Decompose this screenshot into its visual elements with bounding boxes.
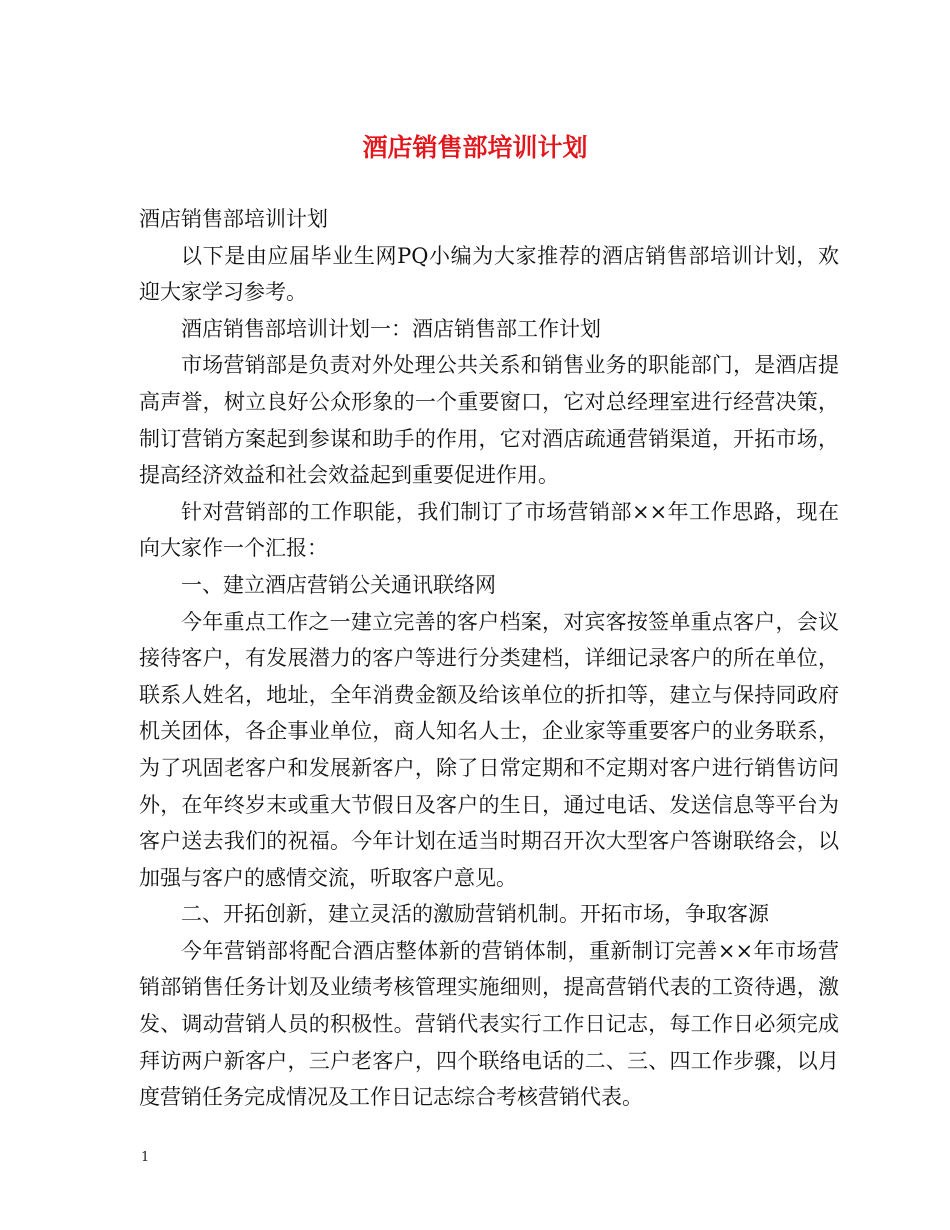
paragraph-customer-files: 今年重点工作之一建立完善的客户档案，对宾客按签单重点客户，会议接待客户，有发展潜力的客户等进行分类建档，详细记录客户的所在单位，联系人姓名，地址，全年消费金额及给该单位的折扣等，建立与保持同政府机关团体，各企事业单位，商人知名人士，企业家等重要客户的业务联系，为了巩固老客户和发展新客户，除了日常定期和不定期对客户进行销售访问外，在年终岁末或重大节假日及客户的生日，通过电话、发送信息等平台为客户送去我们的祝福。今年计划在适当时期召开次大型客户答谢联络会，以加强与客户的感情交流，听取客户意见。 bbox=[139, 609, 839, 890]
section-heading-two: 二、开拓创新，建立灵活的激励营销机制。开拓市场，争取客源 bbox=[181, 902, 769, 927]
paragraph-incentive-mechanism: 今年营销部将配合酒店整体新的营销体制，重新制订完善××年市场营销部销售任务计划及业绩考核管理实施细则，提高营销代表的工资待遇，激发、调动营销人员的积极性。营销代表实行工作日记志，每工作日必须完成拜访两户新客户，三户老客户，四个联络电话的二、三、四工作步骤，以月度营销任务完成情况及工作日记志综合考核营销代表。 bbox=[139, 938, 839, 1110]
paragraph-heading: 酒店销售部培训计划 bbox=[139, 207, 328, 231]
document-title: 酒店销售部培训计划 bbox=[362, 133, 588, 162]
section-heading-one: 一、建立酒店营销公关通讯联络网 bbox=[181, 572, 496, 597]
paragraph-work-thoughts: 针对营销部的工作职能，我们制订了市场营销部××年工作思路，现在向大家作一个汇报： bbox=[139, 499, 839, 561]
page-number: 1 bbox=[141, 1150, 150, 1165]
document-body bbox=[139, 201, 839, 1116]
paragraph-department-role: 市场营销部是负责对外处理公共关系和销售业务的职能部门，是酒店提高声誉，树立良好公众形象的一个重要窗口，它对总经理室进行经营决策，制订营销方案起到参谋和助手的作用，它对酒店疏通营销渠道，开拓市场，提高经济效益和社会效益起到重要促进作用。 bbox=[139, 353, 839, 488]
paragraph-intro: 以下是由应届毕业生网PQ小编为大家推荐的酒店销售部培训计划，欢迎大家学习参考。 bbox=[139, 243, 839, 305]
paragraph-plan-one-title: 酒店销售部培训计划一：酒店销售部工作计划 bbox=[181, 316, 601, 341]
